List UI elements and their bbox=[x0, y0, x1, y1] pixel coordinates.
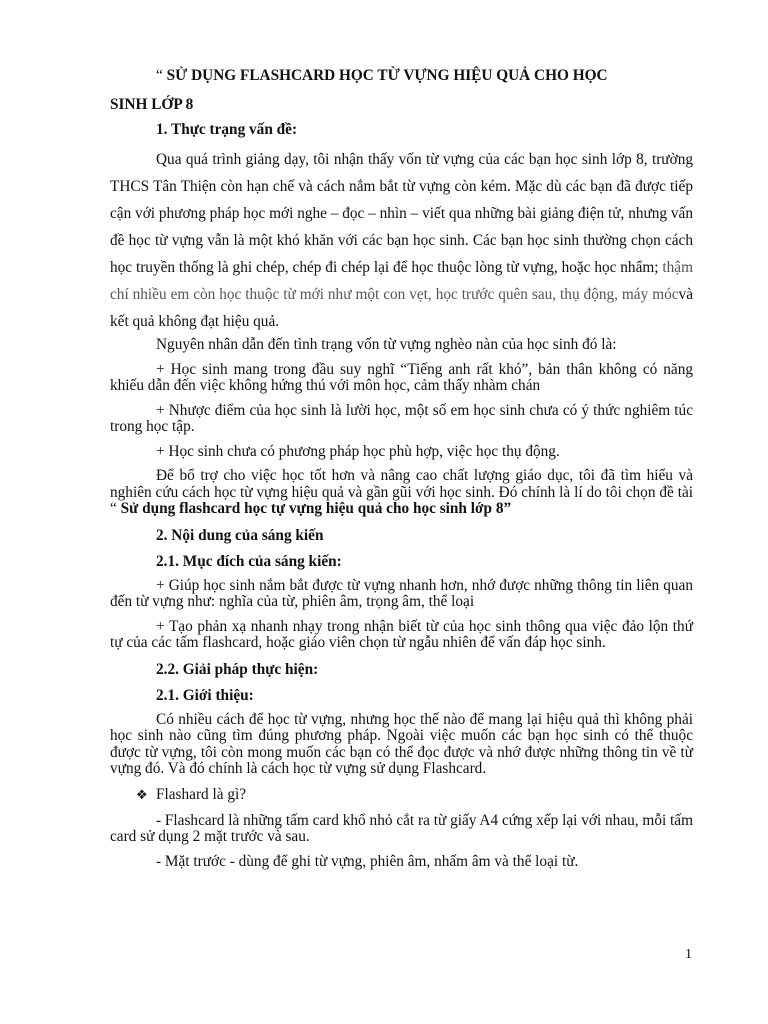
paragraph-topic bbox=[110, 468, 693, 518]
title-line-2: SINH LỚP 8 bbox=[110, 96, 194, 113]
paragraph-situation-gray: thậm chí nhiều em còn học thuộc từ mới như một con vẹt, học trước quên sau, thụ động, máy móc bbox=[110, 259, 693, 303]
paragraph-intro: Có nhiều cách để học từ vựng, nhưng học thế nào để mang lại hiệu quả thì không phải học sinh nào cũng tìm đúng phương pháp. Ngoài việc muốn các bạn học sinh có thể thuộc được từ vựng, tôi còn mong muốn các bạn có thể đọc được và nhớ được những thông tin về từ vựng đó. Và đó chính là cách học từ vựng sử dụng Flashcard. bbox=[110, 710, 693, 777]
paragraph-front-side: - Mặt trước - dùng để ghi từ vựng, phiên âm, nhấm âm và thể loại từ. bbox=[156, 852, 579, 870]
heading-2-2: 2.2. Giải pháp thực hiện: bbox=[156, 660, 319, 678]
heading-1: 1. Thực trạng vấn đề: bbox=[156, 121, 298, 138]
paragraph-purpose-2: + Tạo phản xạ nhanh nhạy trong nhận biết từ của học sinh thông qua việc đảo lộn thứ tự của các tấm flashcard, hoặc giáo viên chọn từ ngẫu nhiên để vấn đáp học sinh. bbox=[110, 617, 693, 651]
paragraph-cause-1: + Học sinh mang trong đầu suy nghĩ “Tiếng anh rất khó”, bản thân không có năng khiếu dẫn đến việc không hứng thú với môn học, cảm thấy nhàm chán bbox=[110, 360, 693, 394]
heading-2-1: 2.1. Mục đích của sáng kiến: bbox=[156, 552, 342, 570]
paragraph-situation-end: và kết quả không đạt hiệu quả. bbox=[110, 286, 693, 330]
paragraph-cause-3: + Học sinh chưa có phương pháp học phù hợp, việc học thụ động. bbox=[156, 442, 560, 460]
heading-2: 2. Nội dung của sáng kiến bbox=[156, 526, 324, 544]
document-page bbox=[110, 62, 693, 878]
paragraph-situation bbox=[110, 146, 693, 335]
paragraph-flashcard-def: - Flashcard là những tấm card khổ nhỏ cắt ra từ giấy A4 cứng xếp lại với nhau, mỗi tấm card sử dụng 2 mặt trước và sau. bbox=[110, 811, 693, 845]
title-line-1: SỬ DỤNG FLASHCARD HỌC TỪ VỰNG HIỆU QUẢ CHO HỌC bbox=[166, 67, 608, 84]
page-number: 1 bbox=[685, 947, 692, 962]
paragraph-purpose-1: + Giúp học sinh nắm bắt được từ vựng nhanh hơn, nhớ được những thông tin liên quan đến từ vựng như: nghĩa của từ, phiên âm, trọng âm, thể loại bbox=[110, 576, 693, 610]
paragraph-situation-text: Qua quá trình giảng dạy, tôi nhận thấy vốn từ vựng của các bạn học sinh lớp 8, trường THCS Tân Thiện còn hạn chế và cách nắm bắt từ vựng còn kém. Mặc dù các bạn đã được tiếp cận với phương pháp học mới nghe – đọc – nhìn – viết qua những bài giảng điện tử, nhưng vấn đề học từ vựng vẫn là một khó khăn với các bạn học sinh. Các bạn học sinh thường chọn cách học truyền thống là ghi chép, chép đi chép lại để học thuộc lòng từ vựng, hoặc học nhẩm; bbox=[110, 151, 693, 276]
bullet-item bbox=[110, 786, 693, 804]
paragraph-causes-intro: Nguyên nhân dẫn đến tình trạng vốn từ vựng nghèo nàn của học sinh đó là: bbox=[156, 336, 617, 353]
paragraph-topic-text: Để bổ trợ cho việc học tốt hơn và nâng cao chất lượng giáo dục, tôi đã tìm hiểu và nghiên cứu cách học từ vựng hiệu quả và gần gũi với học sinh. Đó chính là lí do tôi chọn đề tài “ bbox=[110, 467, 693, 517]
heading-intro: 2.1. Giới thiệu: bbox=[156, 686, 254, 704]
paragraph-cause-2: + Nhược điểm của học sinh là lười học, một số em học sinh chưa có ý thức nghiêm túc trong học tập. bbox=[110, 401, 693, 435]
diamond-bullet-icon: ❖ bbox=[136, 786, 148, 802]
paragraph-topic-bold: Sử dụng flashcard học tự vựng hiệu quả cho học sinh lớp 8” bbox=[120, 500, 512, 517]
document-title bbox=[110, 62, 693, 89]
bullet-item-text: Flashard là gì? bbox=[156, 785, 247, 803]
title-open-quote: “ bbox=[156, 67, 163, 84]
